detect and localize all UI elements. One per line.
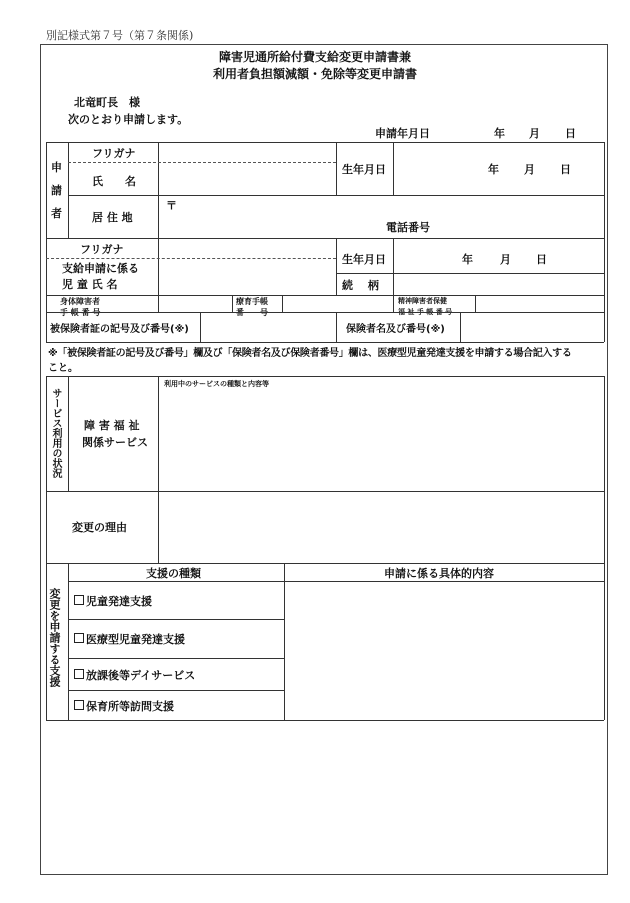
applicant-furigana-label: フリガナ [92, 147, 136, 160]
rule [46, 720, 604, 721]
physical-cert-label-line2: 手 帳 番 号 [60, 308, 101, 317]
child-relation-field[interactable] [396, 275, 602, 293]
rule [68, 195, 604, 196]
rule [393, 295, 394, 312]
child-birthdate-field[interactable] [396, 241, 602, 271]
applicant-name-field[interactable] [160, 165, 334, 193]
rule [393, 238, 394, 295]
application-month-label: 月 [529, 127, 540, 140]
rule [68, 376, 69, 491]
rule [336, 273, 604, 274]
support-option-label: 医療型児童発達支援 [86, 633, 185, 646]
application-year-label: 年 [494, 127, 505, 140]
support-content-header: 申請に係る具体的内容 [384, 567, 494, 580]
application-day-label: 日 [565, 127, 576, 140]
rule [46, 376, 604, 377]
applicant-birthdate-label: 生年月日 [342, 163, 386, 176]
rule [232, 295, 233, 312]
note-line2: こと。 [48, 363, 78, 374]
rule [475, 295, 476, 312]
physical-cert-field[interactable] [160, 297, 230, 311]
service-status-section-label: サービス利用の状況 [50, 388, 61, 478]
support-option-child-dev[interactable] [70, 588, 282, 614]
rule [68, 142, 69, 238]
rule [336, 312, 337, 342]
applicant-name-label: 氏 名 [92, 175, 136, 188]
insurer-field[interactable] [462, 314, 602, 340]
mental-cert-label-line1: 精神障害者保健 [398, 297, 447, 305]
child-name-field[interactable] [160, 261, 334, 293]
rule [282, 295, 283, 312]
child-name-label-line1: 支給申請に係る [62, 262, 139, 275]
reason-label: 変更の理由 [72, 521, 127, 534]
support-option-label: 放課後等デイサービス [86, 669, 196, 682]
support-option-label: 保育所等訪問支援 [86, 700, 174, 713]
applicant-birth-year-label: 年 [488, 163, 499, 176]
rule [46, 238, 604, 239]
checkbox[interactable] [74, 595, 84, 605]
child-relation-label: 続 柄 [342, 279, 379, 292]
rule [68, 658, 284, 659]
applicant-section-char: 請 [51, 184, 62, 197]
rule [158, 491, 159, 563]
support-option-after-school[interactable] [70, 662, 282, 686]
rule [68, 162, 336, 163]
rule [68, 563, 69, 720]
rule [46, 491, 47, 563]
rule [46, 258, 336, 259]
rule [284, 563, 285, 720]
applicant-section-char: 申 [51, 161, 62, 174]
rule [46, 142, 604, 143]
rule [46, 312, 47, 342]
child-birth-month-label: 月 [500, 253, 511, 266]
child-name-label-line2: 児 童 氏 名 [62, 278, 118, 291]
rule [393, 142, 394, 195]
form-title-line2: 利用者負担額減額・免除等変更申請書 [212, 67, 417, 81]
checkbox[interactable] [74, 669, 84, 679]
rule [46, 312, 604, 313]
child-furigana-label: フリガナ [80, 243, 124, 256]
applicant-birth-month-label: 月 [524, 163, 535, 176]
service-category-label-line1: 障 害 福 祉 [84, 419, 140, 432]
rule [46, 342, 604, 343]
rule [336, 142, 337, 195]
child-furigana-field[interactable] [160, 241, 334, 257]
insured-cert-label: 被保険者証の記号及び番号(※) [50, 324, 189, 335]
applicant-address-field[interactable] [180, 198, 600, 218]
application-date-label: 申請年月日 [375, 127, 430, 140]
rule [604, 491, 605, 563]
rehab-cert-label-line2: 番 号 [236, 308, 268, 317]
support-option-medical-child-dev[interactable] [70, 626, 282, 652]
rule [604, 376, 605, 491]
applicant-address-label: 居 住 地 [92, 211, 133, 224]
applicant-phone-field[interactable] [440, 219, 600, 235]
reason-field[interactable] [160, 493, 602, 561]
child-birth-year-label: 年 [462, 253, 473, 266]
rule [68, 619, 284, 620]
addressee: 北竜町長 様 [74, 96, 140, 109]
checkbox[interactable] [74, 700, 84, 710]
support-type-header: 支援の種類 [146, 567, 201, 580]
physical-cert-label-line1: 身体障害者 [60, 297, 100, 306]
rehab-cert-field[interactable] [284, 297, 392, 311]
service-detail-field[interactable] [160, 392, 602, 489]
rehab-cert-label-line1: 療育手帳 [236, 297, 268, 306]
support-option-nursery-visit[interactable] [70, 693, 282, 717]
applicant-section-char: 者 [51, 207, 62, 220]
insured-cert-field[interactable] [202, 314, 334, 340]
support-content-field[interactable] [286, 583, 602, 718]
rule [336, 238, 337, 295]
application-date-field[interactable] [440, 124, 580, 140]
rule [46, 295, 604, 296]
service-detail-caption: 利用中のサービスの種類と内容等 [164, 380, 269, 388]
insurer-label: 保険者名及び番号(※) [346, 324, 445, 335]
service-category-label-line2: 関係サービス [82, 436, 148, 449]
change-support-section-label: 変更を申請する支援 [48, 588, 61, 687]
postal-mark: 〒 [166, 199, 177, 212]
mental-cert-label-line2: 福 祉 手 帳 番 号 [398, 308, 453, 316]
rule [604, 142, 605, 322]
rule [46, 563, 47, 720]
applicant-birth-day-label: 日 [560, 163, 571, 176]
rule [46, 563, 604, 564]
rule [68, 581, 604, 582]
child-birth-day-label: 日 [536, 253, 547, 266]
applicant-phone-label: 電話番号 [386, 221, 430, 234]
rule [46, 376, 47, 491]
checkbox[interactable] [74, 633, 84, 643]
child-birthdate-label: 生年月日 [342, 253, 386, 266]
rule [158, 142, 159, 312]
rule [46, 491, 604, 492]
mental-cert-field[interactable] [477, 297, 602, 311]
rule [158, 376, 159, 491]
form-title-line1: 障害児通所給付費支給変更申請書兼 [218, 50, 411, 64]
applicant-furigana-field[interactable] [160, 145, 334, 161]
rule [200, 312, 201, 342]
request-statement: 次のとおり申請します。 [68, 113, 189, 126]
form-label: 別記様式第７号（第７条関係) [46, 29, 194, 42]
rule [604, 312, 605, 342]
rule [460, 312, 461, 342]
applicant-birthdate-field[interactable] [396, 145, 602, 193]
support-option-label: 児童発達支援 [86, 595, 152, 608]
rule [68, 690, 284, 691]
rule [604, 563, 605, 720]
note-line1: ※「被保険者証の記号及び番号」欄及び「保険者名及び保険者番号」欄は、医療型児童発達支援を申請する場合記入する [48, 348, 572, 359]
